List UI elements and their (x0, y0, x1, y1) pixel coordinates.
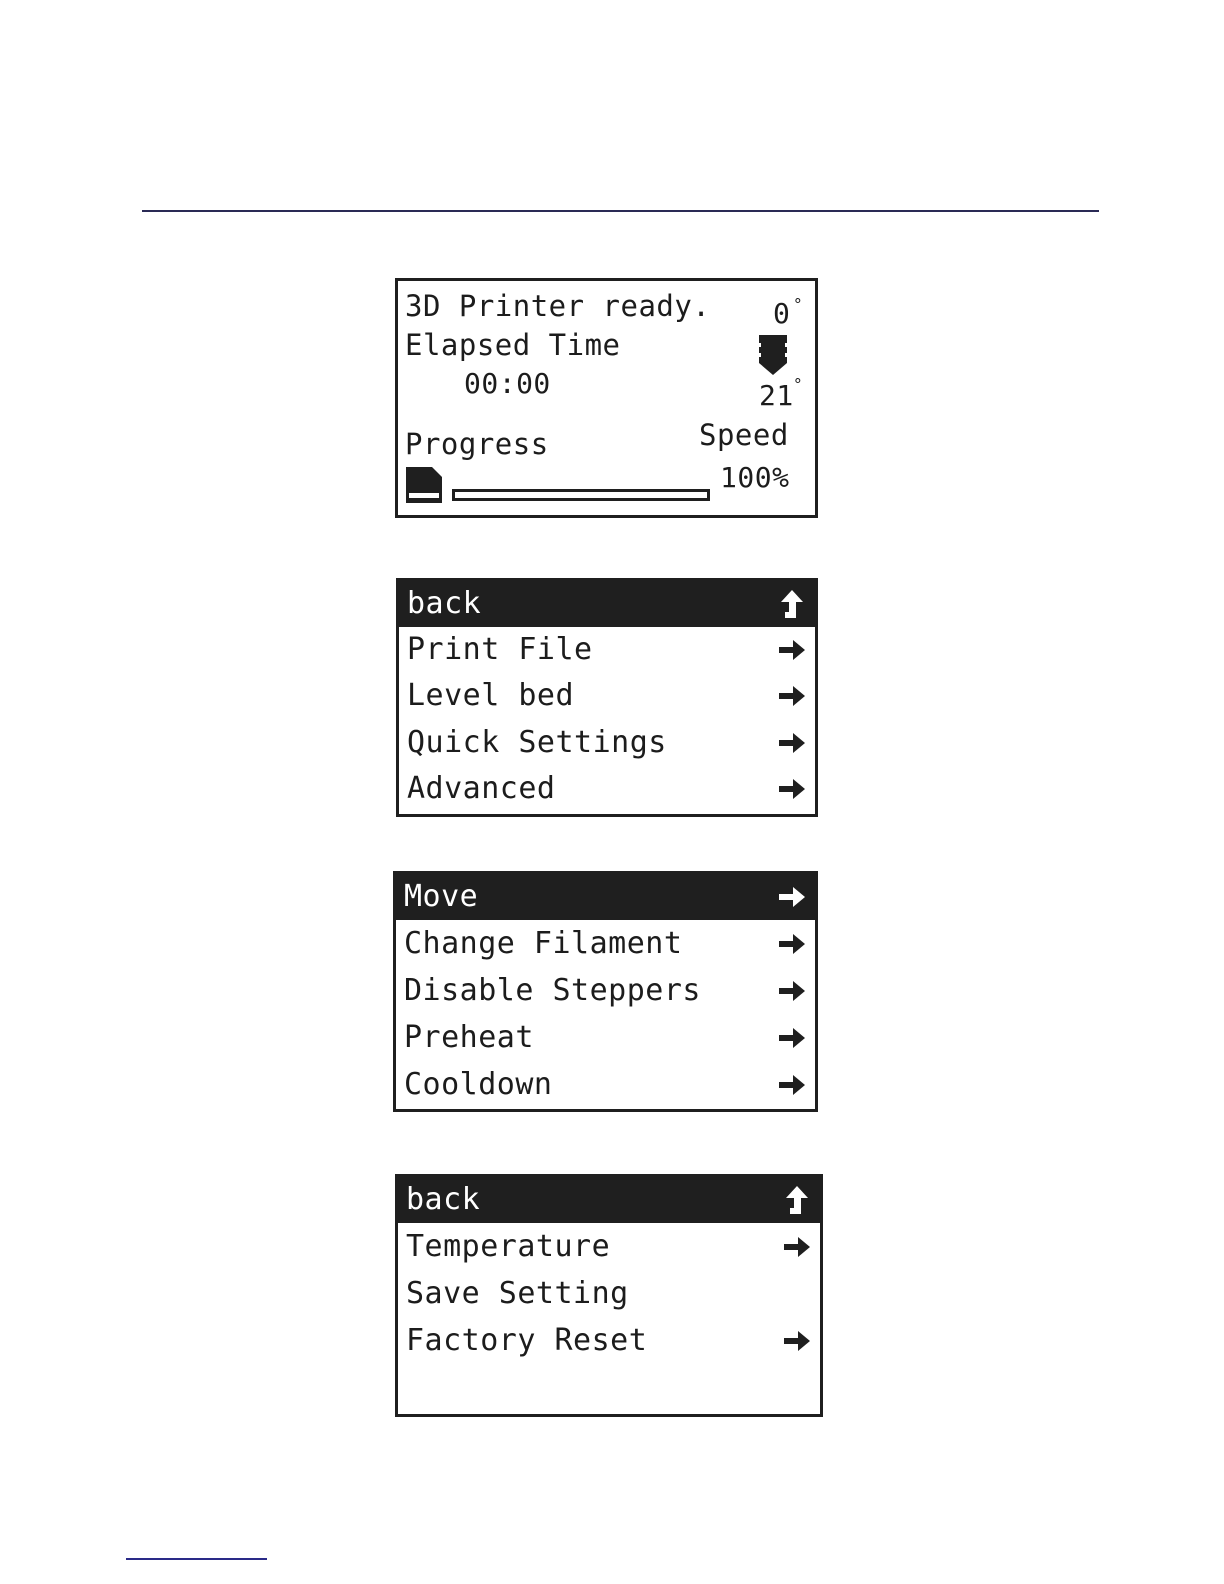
right-arrow-icon (779, 887, 805, 907)
menu-item-label: Disable Steppers (404, 973, 701, 1008)
right-arrow-icon (779, 733, 805, 753)
right-arrow-icon (784, 1237, 810, 1257)
quick-settings-screen (393, 871, 818, 1112)
footer-link-underline (126, 1558, 267, 1560)
current-temperature: 21 (759, 379, 794, 412)
current-temperature-degree: ° (793, 375, 803, 394)
header-rule (142, 210, 1099, 212)
right-arrow-icon (784, 1331, 810, 1351)
menu-item-save-setting[interactable] (398, 1271, 820, 1317)
status-message: 3D Printer ready. (405, 289, 711, 323)
menu-item-level-bed[interactable] (399, 673, 815, 719)
main-menu-screen (396, 578, 818, 817)
menu-item-move[interactable] (396, 874, 815, 920)
menu-item-cooldown[interactable] (396, 1062, 815, 1108)
menu-item-label: Cooldown (404, 1067, 553, 1102)
speed-value: 100% (720, 461, 790, 494)
right-arrow-icon (779, 640, 805, 660)
menu-item-label: Quick Settings (407, 725, 667, 760)
menu-item-advanced[interactable] (399, 766, 815, 812)
menu-item-quick-settings[interactable] (399, 720, 815, 766)
up-arrow-icon (781, 590, 803, 618)
menu-item-temperature[interactable] (398, 1224, 820, 1270)
elapsed-time-label: Elapsed Time (405, 328, 621, 362)
hotend-icon (757, 335, 789, 375)
menu-item-print-file[interactable] (399, 627, 815, 673)
menu-item-change-filament[interactable] (396, 921, 815, 967)
target-temperature: 0 (773, 297, 791, 330)
menu-item-preheat[interactable] (396, 1015, 815, 1061)
right-arrow-icon (779, 779, 805, 799)
menu-item-back[interactable] (398, 1177, 820, 1223)
progress-label: Progress (405, 427, 549, 461)
target-temperature-degree: ° (793, 295, 803, 314)
menu-item-label: Save Setting (406, 1276, 629, 1311)
menu-item-label: back (407, 586, 482, 621)
right-arrow-icon (779, 1075, 805, 1095)
elapsed-time-value: 00:00 (464, 367, 551, 400)
right-arrow-icon (779, 1028, 805, 1048)
menu-item-label: Temperature (406, 1229, 611, 1264)
status-screen (395, 278, 818, 518)
menu-item-factory-reset[interactable] (398, 1318, 820, 1364)
menu-item-label: Level bed (407, 678, 575, 713)
right-arrow-icon (779, 934, 805, 954)
menu-item-disable-steppers[interactable] (396, 968, 815, 1014)
progress-bar (452, 489, 710, 501)
advanced-screen (395, 1174, 823, 1417)
menu-item-label: Change Filament (404, 926, 683, 961)
right-arrow-icon (779, 686, 805, 706)
right-arrow-icon (779, 981, 805, 1001)
speed-label: Speed (699, 418, 789, 452)
menu-item-label: Print File (407, 632, 593, 667)
menu-item-label: Factory Reset (406, 1323, 648, 1358)
up-arrow-icon (786, 1186, 808, 1214)
menu-item-label: Preheat (404, 1020, 534, 1055)
menu-item-label: back (406, 1182, 481, 1217)
sd-card-icon (406, 467, 442, 503)
menu-item-back[interactable] (399, 581, 815, 627)
menu-item-label: Move (404, 879, 479, 914)
menu-item-label: Advanced (407, 771, 556, 806)
